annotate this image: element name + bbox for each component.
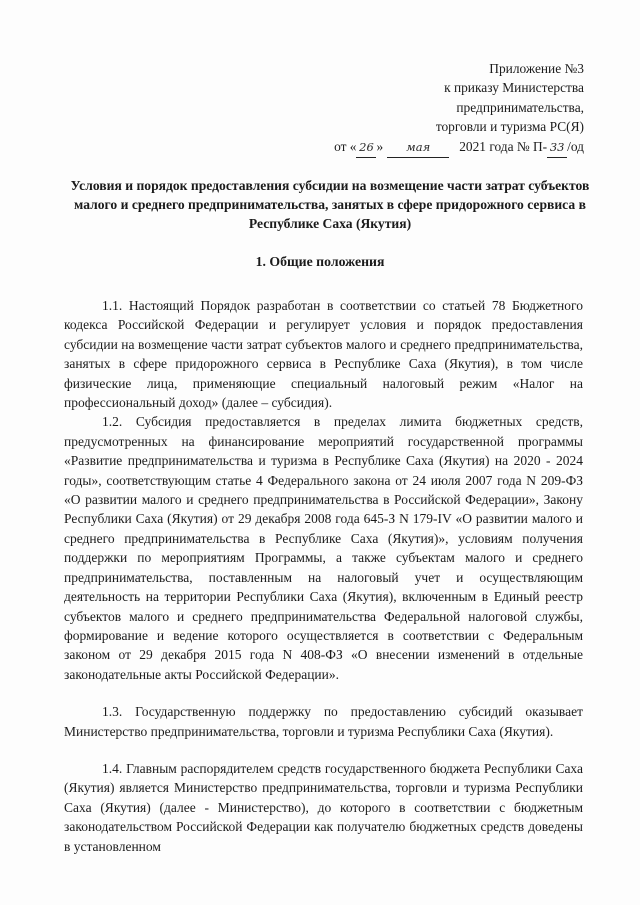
appendix-header [244, 59, 584, 158]
order-suffix: /од [567, 138, 584, 154]
paragraph-1-4: 1.4. Главным распорядителем средств государственного бюджета Республики Саха (Якутия) является Министерство предпринимательства, торговли и туризма Республики Саха (Якутия) (далее - Министерство), до которого в соответствии с бюджетным законодательством Российской Федерации как получателю бюджетных средств доведены в установленном [64, 760, 583, 854]
date-day-handwritten: 26 [356, 138, 376, 158]
order-number-handwritten: 33 [547, 138, 567, 158]
ministry-name-line1: предпринимательства, [456, 99, 584, 115]
date-month-handwritten: мая [387, 138, 449, 158]
section-heading: 1. Общие положения [255, 254, 385, 269]
document-title: Условия и порядок предоставления субсидии на возмещение части затрат субъектов малого и среднего предпринимательства, занятых в сфере придорожного сервиса в Республике Саха (Якутия) [70, 178, 590, 232]
paragraph-1-3: 1.3. Государственную поддержку по предоставлению субсидий оказывает Министерство предпринимательства, торговли и туризма Республики Саха (Якутия). [64, 704, 583, 739]
paragraph-1-1: 1.1. Настоящий Порядок разработан в соответствии со статьей 78 Бюджетного кодекса Российской Федерации и регулирует условия и порядок предоставления субсидии на возмещение части затрат субъектов малого и среднего предпринимательства, занятых в сфере придорожного сервиса в Республике Саха (Якутия), в том числе физические лица, применяющие специальный налоговый режим «Налог на профессиональный доход» (далее – субсидия). [64, 298, 583, 411]
date-mid: » [376, 138, 384, 154]
document-body [64, 296, 583, 856]
date-prefix: от « [334, 138, 357, 154]
order-date-line [244, 137, 584, 158]
paragraph-1-2: 1.2. Субсидия предоставляется в пределах лимита бюджетных средств, предусмотренных на финансирование мероприятий государственной программы «Развитие предпринимательства и туризма в Республике Саха (Якутия) на 2020 - 2024 годы», соответствующим статье 4 Федерального закона от 24 июля 2007 года N 209-ФЗ «О развитии малого и среднего предпринимательства в Российской Федерации», Закону Республики Саха (Якутия) от 29 декабря 2008 года 645-З N 179-IV «О развитии малого и среднего предпринимательства в Республике Саха (Якутия)», условиям получения поддержки по мероприятиям Программы, а также субъектам малого и среднего предпринимательства, поставленным на налоговый учет и осуществляющим деятельность на территории Республики Саха (Якутия), включенным в Единый реестр субъектов малого и среднего предпринимательства Федеральной налоговой службы, формирование и ведение которого осуществляется в соответствии с Федеральным законом от 29 декабря 2015 года N 408-ФЗ «О внесении изменений в отдельные законодательные акты Российской Федерации». [64, 414, 583, 682]
appendix-number: Приложение №3 [489, 61, 584, 76]
ministry-name-line2: торговли и туризма РС(Я) [435, 119, 584, 135]
date-year: 2021 года № П- [459, 138, 548, 154]
order-reference: к приказу Министерства [444, 80, 584, 96]
